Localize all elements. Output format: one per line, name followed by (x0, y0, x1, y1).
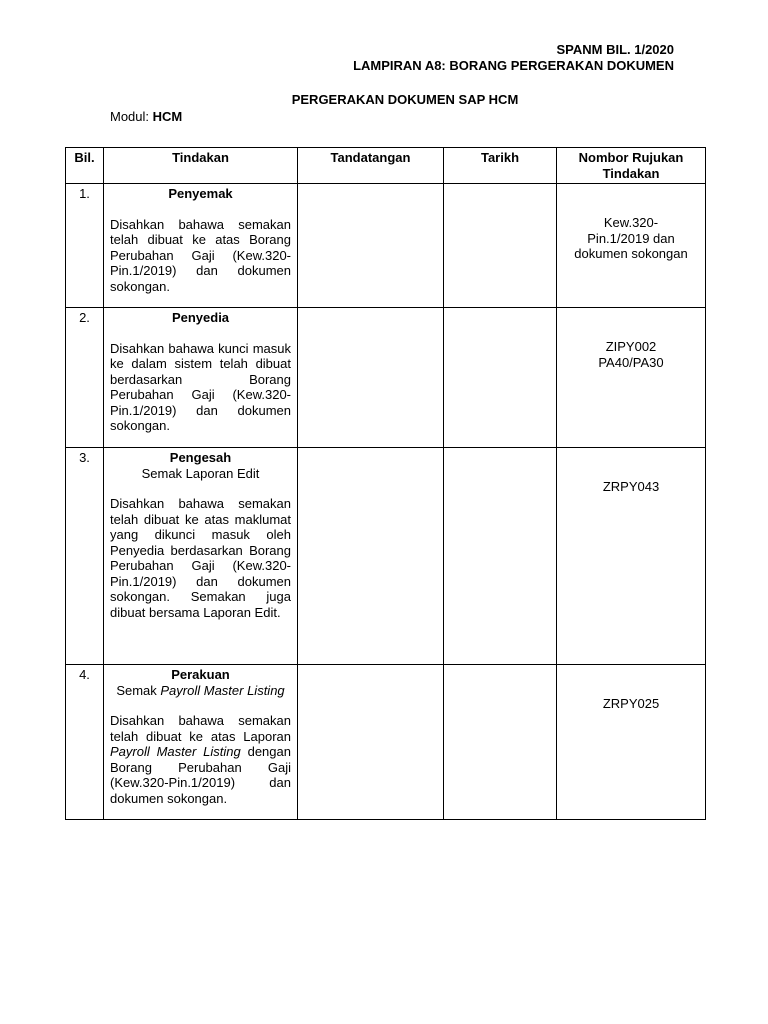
column-header-nombor-rujukan: Nombor Rujukan Tindakan (557, 148, 706, 184)
action-cell (104, 665, 298, 820)
role-title: Pengesah (169, 450, 232, 465)
column-header-bil: Bil. (66, 148, 104, 184)
reference-value (563, 479, 699, 495)
module-line (110, 109, 182, 124)
date-cell[interactable] (444, 184, 557, 308)
date-cell[interactable] (444, 448, 557, 665)
row-number: 4. (66, 665, 104, 820)
date-cell[interactable] (444, 308, 557, 448)
signature-cell[interactable] (298, 308, 444, 448)
signature-cell[interactable] (298, 448, 444, 665)
reference-line: dokumen sokongan (574, 246, 688, 261)
subtitle-prefix: Semak (116, 682, 161, 698)
description-italic: Payroll Master Listing (110, 744, 241, 759)
row-number: 3. (66, 448, 104, 665)
table-row (66, 665, 706, 820)
action-description: Disahkan bahawa semakan telah dibuat ke atas maklumat yang dikunci masuk oleh Penyedia berdasarkan Borang Perubahan Gaji (Kew.320-Pin.1/2019) dan dokumen sokongan. Semakan juga dibuat bersama Laporan Edit. (110, 496, 291, 620)
document-reference: SPANM BIL. 1/2020 (556, 42, 674, 57)
action-cell (104, 308, 298, 448)
table-header-row (66, 148, 706, 184)
reference-cell (557, 184, 706, 308)
reference-value (563, 215, 699, 262)
row-number: 2. (66, 308, 104, 448)
action-description: Disahkan bahawa kunci masuk ke dalam sistem telah dibuat berdasarkan Borang Perubahan Gaji (Kew.320-Pin.1/2019) dan dokumen sokongan. (110, 340, 291, 433)
reference-line: PA40/PA30 (598, 354, 664, 370)
column-header-tarikh: Tarikh (444, 148, 557, 184)
module-value: HCM (152, 109, 183, 124)
reference-cell (557, 665, 706, 820)
reference-value (563, 696, 699, 712)
reference-line: ZIPY002 (605, 339, 657, 354)
role-title: Perakuan (171, 667, 230, 682)
date-cell[interactable] (444, 665, 557, 820)
description-part: Disahkan bahawa semakan telah dibuat ke atas Laporan (110, 713, 291, 744)
reference-cell (557, 448, 706, 665)
reference-cell (557, 308, 706, 448)
column-header-tandatangan: Tandatangan (298, 148, 444, 184)
document-title: PERGERAKAN DOKUMEN SAP HCM (291, 92, 519, 107)
role-title: Penyedia (171, 310, 230, 325)
reference-value (563, 339, 699, 370)
column-header-tindakan: Tindakan (104, 148, 298, 184)
table-row (66, 184, 706, 308)
role-subtitle: Semak Laporan Edit (141, 465, 260, 481)
table-row (66, 308, 706, 448)
signature-cell[interactable] (298, 184, 444, 308)
reference-line: ZRPY025 (602, 696, 660, 711)
action-description (110, 713, 291, 806)
reference-line: ZRPY043 (602, 479, 660, 494)
role-title: Penyemak (168, 186, 233, 201)
module-label: Modul: (110, 109, 153, 124)
signature-cell[interactable] (298, 665, 444, 820)
role-subtitle (110, 683, 291, 699)
table-row (66, 448, 706, 665)
reference-line: Kew.320- (603, 215, 659, 230)
action-description: Disahkan bahawa semakan telah dibuat ke atas Borang Perubahan Gaji (Kew.320-Pin.1/2019) dan dokumen sokongan. (110, 216, 291, 294)
description-part: dengan Borang Perubahan Gaji (Kew.320-Pin.1/2019) dan dokumen sokongan. (110, 744, 291, 806)
subtitle-italic: Payroll Master Listing (160, 682, 285, 698)
reference-line: Pin.1/2019 dan (587, 230, 675, 246)
action-cell (104, 184, 298, 308)
document-movement-table (65, 147, 706, 820)
row-number: 1. (66, 184, 104, 308)
action-cell (104, 448, 298, 665)
appendix-title: LAMPIRAN A8: BORANG PERGERAKAN DOKUMEN (353, 58, 674, 73)
